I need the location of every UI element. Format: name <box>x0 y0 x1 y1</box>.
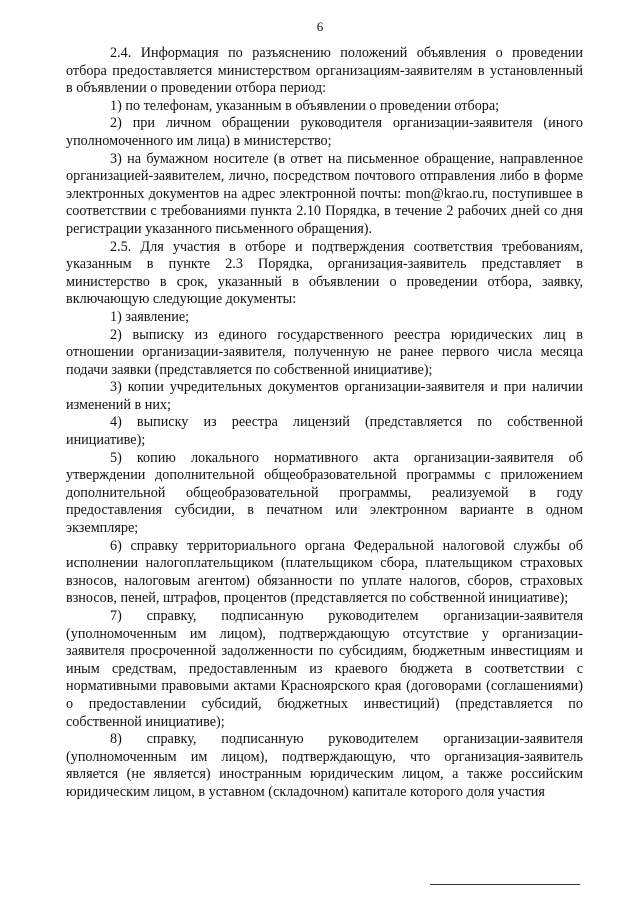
list-item-paper-request: 3) на бумажном носителе (в ответ на письменное обращение, направленное организацией-заявителем, лично, посредством почтового отправления либо в форме электронных документов на адрес электронной почты: mon@krao.ru, поступившее в соответствии с требованиями пункта 2.10 Порядка, в течение 2 рабочих дней со дня регистрации указанного письменного обращения). <box>66 150 583 237</box>
list-item-phone: 1) по телефонам, указанным в объявлении о проведении отбора; <box>110 97 500 114</box>
list-item-debt-certificate: 7) справку, подписанную руководителем организации-заявителя (уполномоченным им лицом), подтверждающую отсутствие у организации-заявителя просроченной задолженности по субсидиям, бюджетным инвестициям и иным средствам, предоставленным из краевого бюджета в соответствии с нормативными правовыми актами Красноярского края (договорами (соглашениями) о предоставлении субсидий, бюджетных инвестиций) (представляется по собственной инициативе); <box>66 608 583 730</box>
bottom-rule <box>430 884 580 885</box>
list-item-tax-certificate: 6) справку территориального органа Федеральной налоговой службы об исполнении налогоплательщиком (плательщиком сбора, плательщиком страховых взносов, налоговым агентом) обязанности по уплате налогов, сборов, страховых взносов, пеней, штрафов, процентов (представляется по собственной инициативе); <box>66 537 583 607</box>
list-item-application: 1) заявление; <box>110 308 190 325</box>
list-item-charter-copies: 3) копии учредительных документов организации-заявителя и при наличии изменений в них; <box>66 379 583 413</box>
page-number: 6 <box>316 19 324 34</box>
list-item-personal-visit: 2) при личном обращении руководителя организации-заявителя (иного уполномоченного им лица) в министерство; <box>66 115 583 149</box>
paragraph-2-5: 2.5. Для участия в отборе и подтверждения соответствия требованиям, указанным в пункте 2.3 Порядка, организация-заявитель представляет в министерство в срок, указанный в объявлении о проведении отбора, заявку, включающую следующие документы: <box>66 238 583 308</box>
list-item-local-act-copy: 5) копию локального нормативного акта организации-заявителя об утверждении дополнительной общеобразовательной программы с приложением дополнительной общеобразовательной программы, реализуемой в году предоставления субсидии, в печатном или электронном варианте в одном экземпляре; <box>66 449 583 537</box>
document-body <box>66 45 583 802</box>
list-item-foreign-entity-certificate: 8) справку, подписанную руководителем организации-заявителя (уполномоченным им лицом), подтверждающую, что организация-заявитель является (не является) иностранным юридическим лицом, а также российским юридическим лицом, в уставном (складочном) капитале которого доля участия <box>66 731 583 800</box>
paragraph-2-4: 2.4. Информация по разъяснению положений объявления о проведении отбора предоставляется министерством организациям-заявителям в установленный в объявлении о проведении отбора период: <box>66 45 583 97</box>
list-item-egrul-extract: 2) выписку из единого государственного реестра юридических лиц в отношении организации-заявителя, полученную не ранее первого числа месяца подачи заявки (представляется по собственной инициативе); <box>66 326 583 378</box>
list-item-license-extract: 4) выписку из реестра лицензий (представляется по собственной инициативе); <box>66 414 583 449</box>
